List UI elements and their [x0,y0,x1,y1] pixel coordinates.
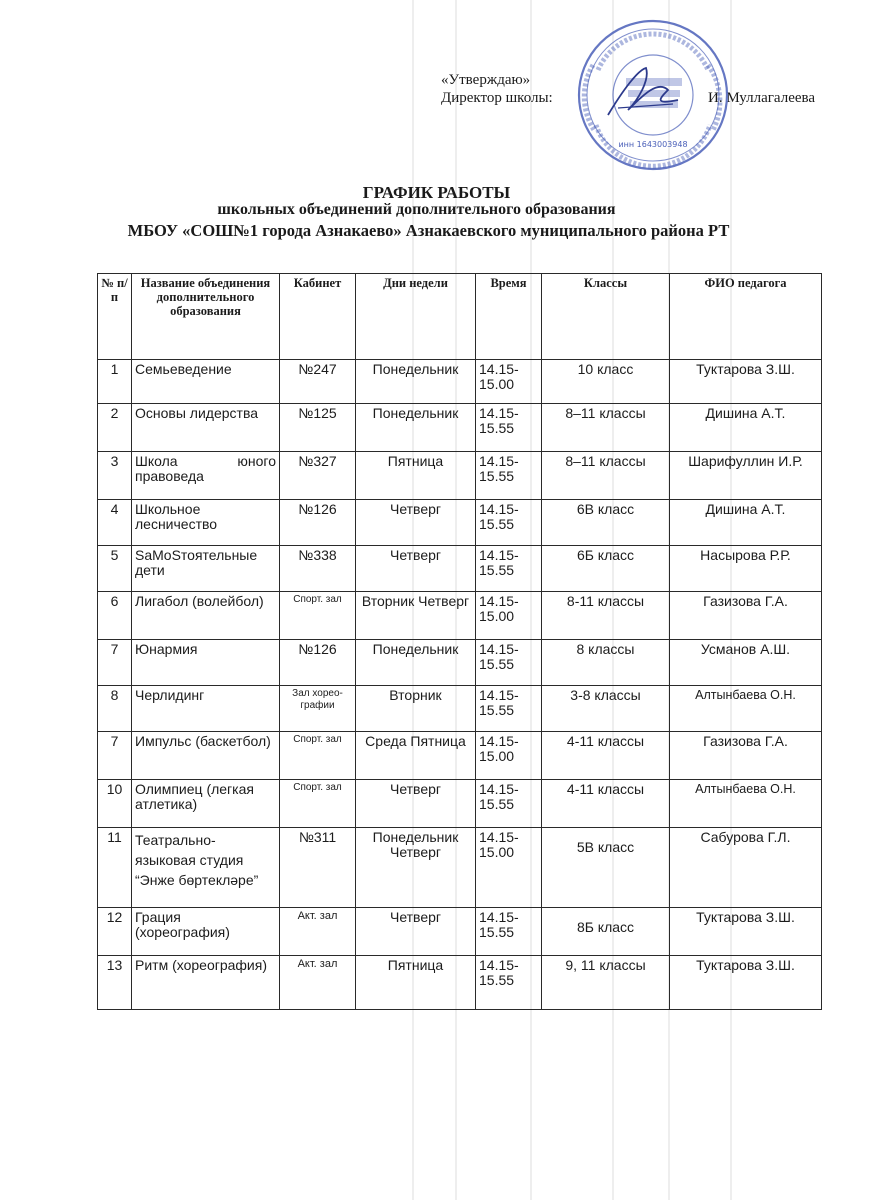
row-name: Юнармия [132,640,280,686]
row-time: 14.15-15.55 [476,640,542,686]
row-days: Четверг [356,780,476,828]
row-name [132,452,280,500]
row-teacher: Сабурова Г.Л. [670,828,822,908]
row-teacher: Туктарова З.Ш. [670,956,822,1010]
row-room: Спорт. зал [280,780,356,828]
row-room: Зал хорео-графии [280,686,356,732]
row-room: №247 [280,360,356,404]
approval-director-label: Директор школы: [441,90,553,106]
row-classes: 6В класс [542,500,670,546]
row-num: 13 [98,956,132,1010]
header-num: № п/п [98,274,132,360]
row-room: №327 [280,452,356,500]
row-teacher: Газизова Г.А. [670,592,822,640]
document-subtitle: школьных объединений дополнительного образования [217,201,616,218]
table-row [98,780,822,828]
row-name: Семьеведение [132,360,280,404]
row-days: Понедельник [356,360,476,404]
row-days: Четверг [356,500,476,546]
schedule-table [97,273,822,1010]
row-time: 14.15-15.55 [476,686,542,732]
table-row [98,828,822,908]
row-num: 2 [98,404,132,452]
row-classes: 8–11 классы [542,404,670,452]
row-name: SaMoSтоятельные дети [132,546,280,592]
row-room: Акт. зал [280,956,356,1010]
row-room: №311 [280,828,356,908]
row-time: 14.15-15.55 [476,404,542,452]
row-room: №338 [280,546,356,592]
row-time: 14.15-15.55 [476,500,542,546]
row-days: Пятница [356,956,476,1010]
row-time: 14.15-15.55 [476,546,542,592]
row-classes: 3-8 классы [542,686,670,732]
row-days: Среда Пятница [356,732,476,780]
row-teacher: Насырова Р.Р. [670,546,822,592]
row-name: Лигабол (волейбол) [132,592,280,640]
row-teacher: Усманов А.Ш. [670,640,822,686]
row-teacher: Дишина А.Т. [670,500,822,546]
row-num: 11 [98,828,132,908]
row-num: 12 [98,908,132,956]
stamp-inn-text: инн 1643003948 [618,140,688,149]
row-classes: 10 класс [542,360,670,404]
row-name: Основы лидерства [132,404,280,452]
row-name: Школьное лесничество [132,500,280,546]
table-row [98,640,822,686]
row-room: Акт. зал [280,908,356,956]
row-days: Вторник Четверг [356,592,476,640]
approval-director-name: И. Муллагалеева [708,90,816,106]
row-name-text: Школа юного правоведа [135,453,276,484]
row-time: 14.15-15.00 [476,732,542,780]
row-num: 8 [98,686,132,732]
row-days: Вторник [356,686,476,732]
row-name: Грация (хореография) [132,908,280,956]
row-time: 14.15-15.00 [476,360,542,404]
row-classes: 9, 11 классы [542,956,670,1010]
row-classes: 8-11 классы [542,592,670,640]
row-name: Театрально-языковая студия “Энже бөртекләре” [132,828,280,908]
row-days: Понедельник [356,640,476,686]
row-time: 14.15-15.55 [476,780,542,828]
document-title: ГРАФИК РАБОТЫ [362,183,511,202]
table-row [98,732,822,780]
table-row [98,956,822,1010]
row-time: 14.15-15.55 [476,908,542,956]
header-classes: Классы [542,274,670,360]
row-room: №126 [280,640,356,686]
row-num: 4 [98,500,132,546]
table-row [98,360,822,404]
table-row [98,592,822,640]
approval-heading: «Утверждаю» [441,72,531,88]
row-teacher: Дишина А.Т. [670,404,822,452]
row-num: 3 [98,452,132,500]
row-days: Понедельник Четверг [356,828,476,908]
row-classes: 4-11 классы [542,780,670,828]
row-classes: 4-11 классы [542,732,670,780]
row-days: Четверг [356,908,476,956]
row-time: 14.15-15.55 [476,452,542,500]
row-teacher: Алтынбаева О.Н. [670,780,822,828]
row-num: 7 [98,732,132,780]
row-num: 10 [98,780,132,828]
row-time: 14.15-15.55 [476,956,542,1010]
table-row [98,908,822,956]
row-classes: 8 классы [542,640,670,686]
row-teacher: Туктарова З.Ш. [670,360,822,404]
row-num: 6 [98,592,132,640]
table-row [98,500,822,546]
row-teacher: Алтынбаева О.Н. [670,686,822,732]
row-name: Олимпиец (легкая атлетика) [132,780,280,828]
row-num: 5 [98,546,132,592]
row-name: Импульс (баскетбол) [132,732,280,780]
row-days: Пятница [356,452,476,500]
row-name: Черлидинг [132,686,280,732]
row-days: Четверг [356,546,476,592]
row-teacher: Газизова Г.А. [670,732,822,780]
row-classes: 8Б класс [542,908,670,956]
row-num: 1 [98,360,132,404]
row-num: 7 [98,640,132,686]
row-classes: 5В класс [542,828,670,908]
table-row [98,452,822,500]
table-header-row [98,274,822,360]
row-time: 14.15-15.00 [476,828,542,908]
header-days: Дни недели [356,274,476,360]
row-name: Ритм (хореография) [132,956,280,1010]
header-teacher: ФИО педагога [670,274,822,360]
table-row [98,686,822,732]
organization-name: МБОУ «СОШ№1 города Азнакаево» Азнакаевского муниципального района РТ [127,221,730,240]
row-teacher: Шарифуллин И.Р. [670,452,822,500]
row-time: 14.15-15.00 [476,592,542,640]
row-classes: 6Б класс [542,546,670,592]
table-row [98,404,822,452]
header-name: Название объединения дополнительного образования [132,274,280,360]
header-room: Кабинет [280,274,356,360]
row-room: Спорт. зал [280,732,356,780]
row-classes: 8–11 классы [542,452,670,500]
row-room: №125 [280,404,356,452]
table-row [98,546,822,592]
header-time: Время [476,274,542,360]
row-days: Понедельник [356,404,476,452]
row-room: Спорт. зал [280,592,356,640]
director-signature [598,60,688,130]
row-teacher: Туктарова З.Ш. [670,908,822,956]
row-room: №126 [280,500,356,546]
